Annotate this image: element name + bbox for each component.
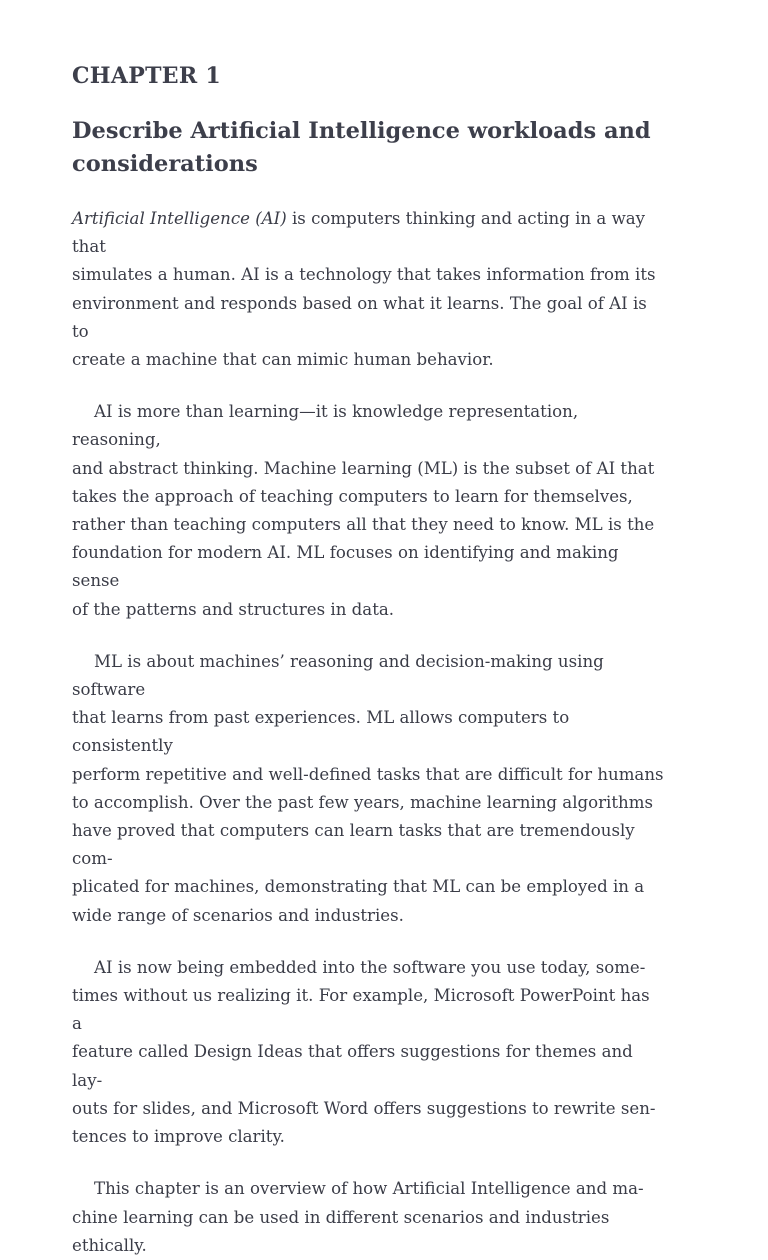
paragraph-5: This chapter is an overview of how Artificial Intelligence and ma- chine learning can be used in different scenarios and industries ethically.	[72, 1179, 644, 1255]
paragraph-4: AI is now being embedded into the software you use today, some- times without us realizing it. For example, Microsoft PowerPoint has a feature called Design Ideas that offers suggestions for themes and lay- outs for slides, and Microsoft Word offers suggestions to rewrite sen- tences to improve clarity.	[72, 957, 656, 1147]
chapter-label: CHAPTER 1	[72, 63, 221, 89]
paragraph-2: AI is more than learning—it is knowledge representation, reasoning, and abstract thinking. Machine learning (ML) is the subset of AI that takes the approach of teaching computers to learn for themselves, rather than teaching computers all that they need to know. ML is the foundation for modern AI. ML focuses on identifying and making sense of the patterns and structures in data.	[72, 402, 655, 619]
paragraph-3: ML is about machines’ reasoning and decision-making using software that learns from past experiences. ML allows computers to consistently perform repetitive and well-defined tasks that are difficult for humans to accomplish. Over the past few years, machine learning algorithms have proved that computers can learn tasks that are tremendously com- plicated for machines, demonstrating that ML can be employed in a wide range of scenarios and industries.	[72, 651, 664, 925]
term-artificial-intelligence: Artificial Intelligence (AI)	[72, 209, 287, 228]
chapter-title: Describe Artificial Intelligence workloads and considerations	[72, 118, 651, 177]
paragraph-1-text: is computers thinking and acting in a way that simulates a human. AI is a technology that takes information from its environment and responds based on what it learns. The goal of AI is to create a machine that can mimic human behavior.	[72, 209, 656, 370]
paragraph-1	[72, 205, 664, 374]
